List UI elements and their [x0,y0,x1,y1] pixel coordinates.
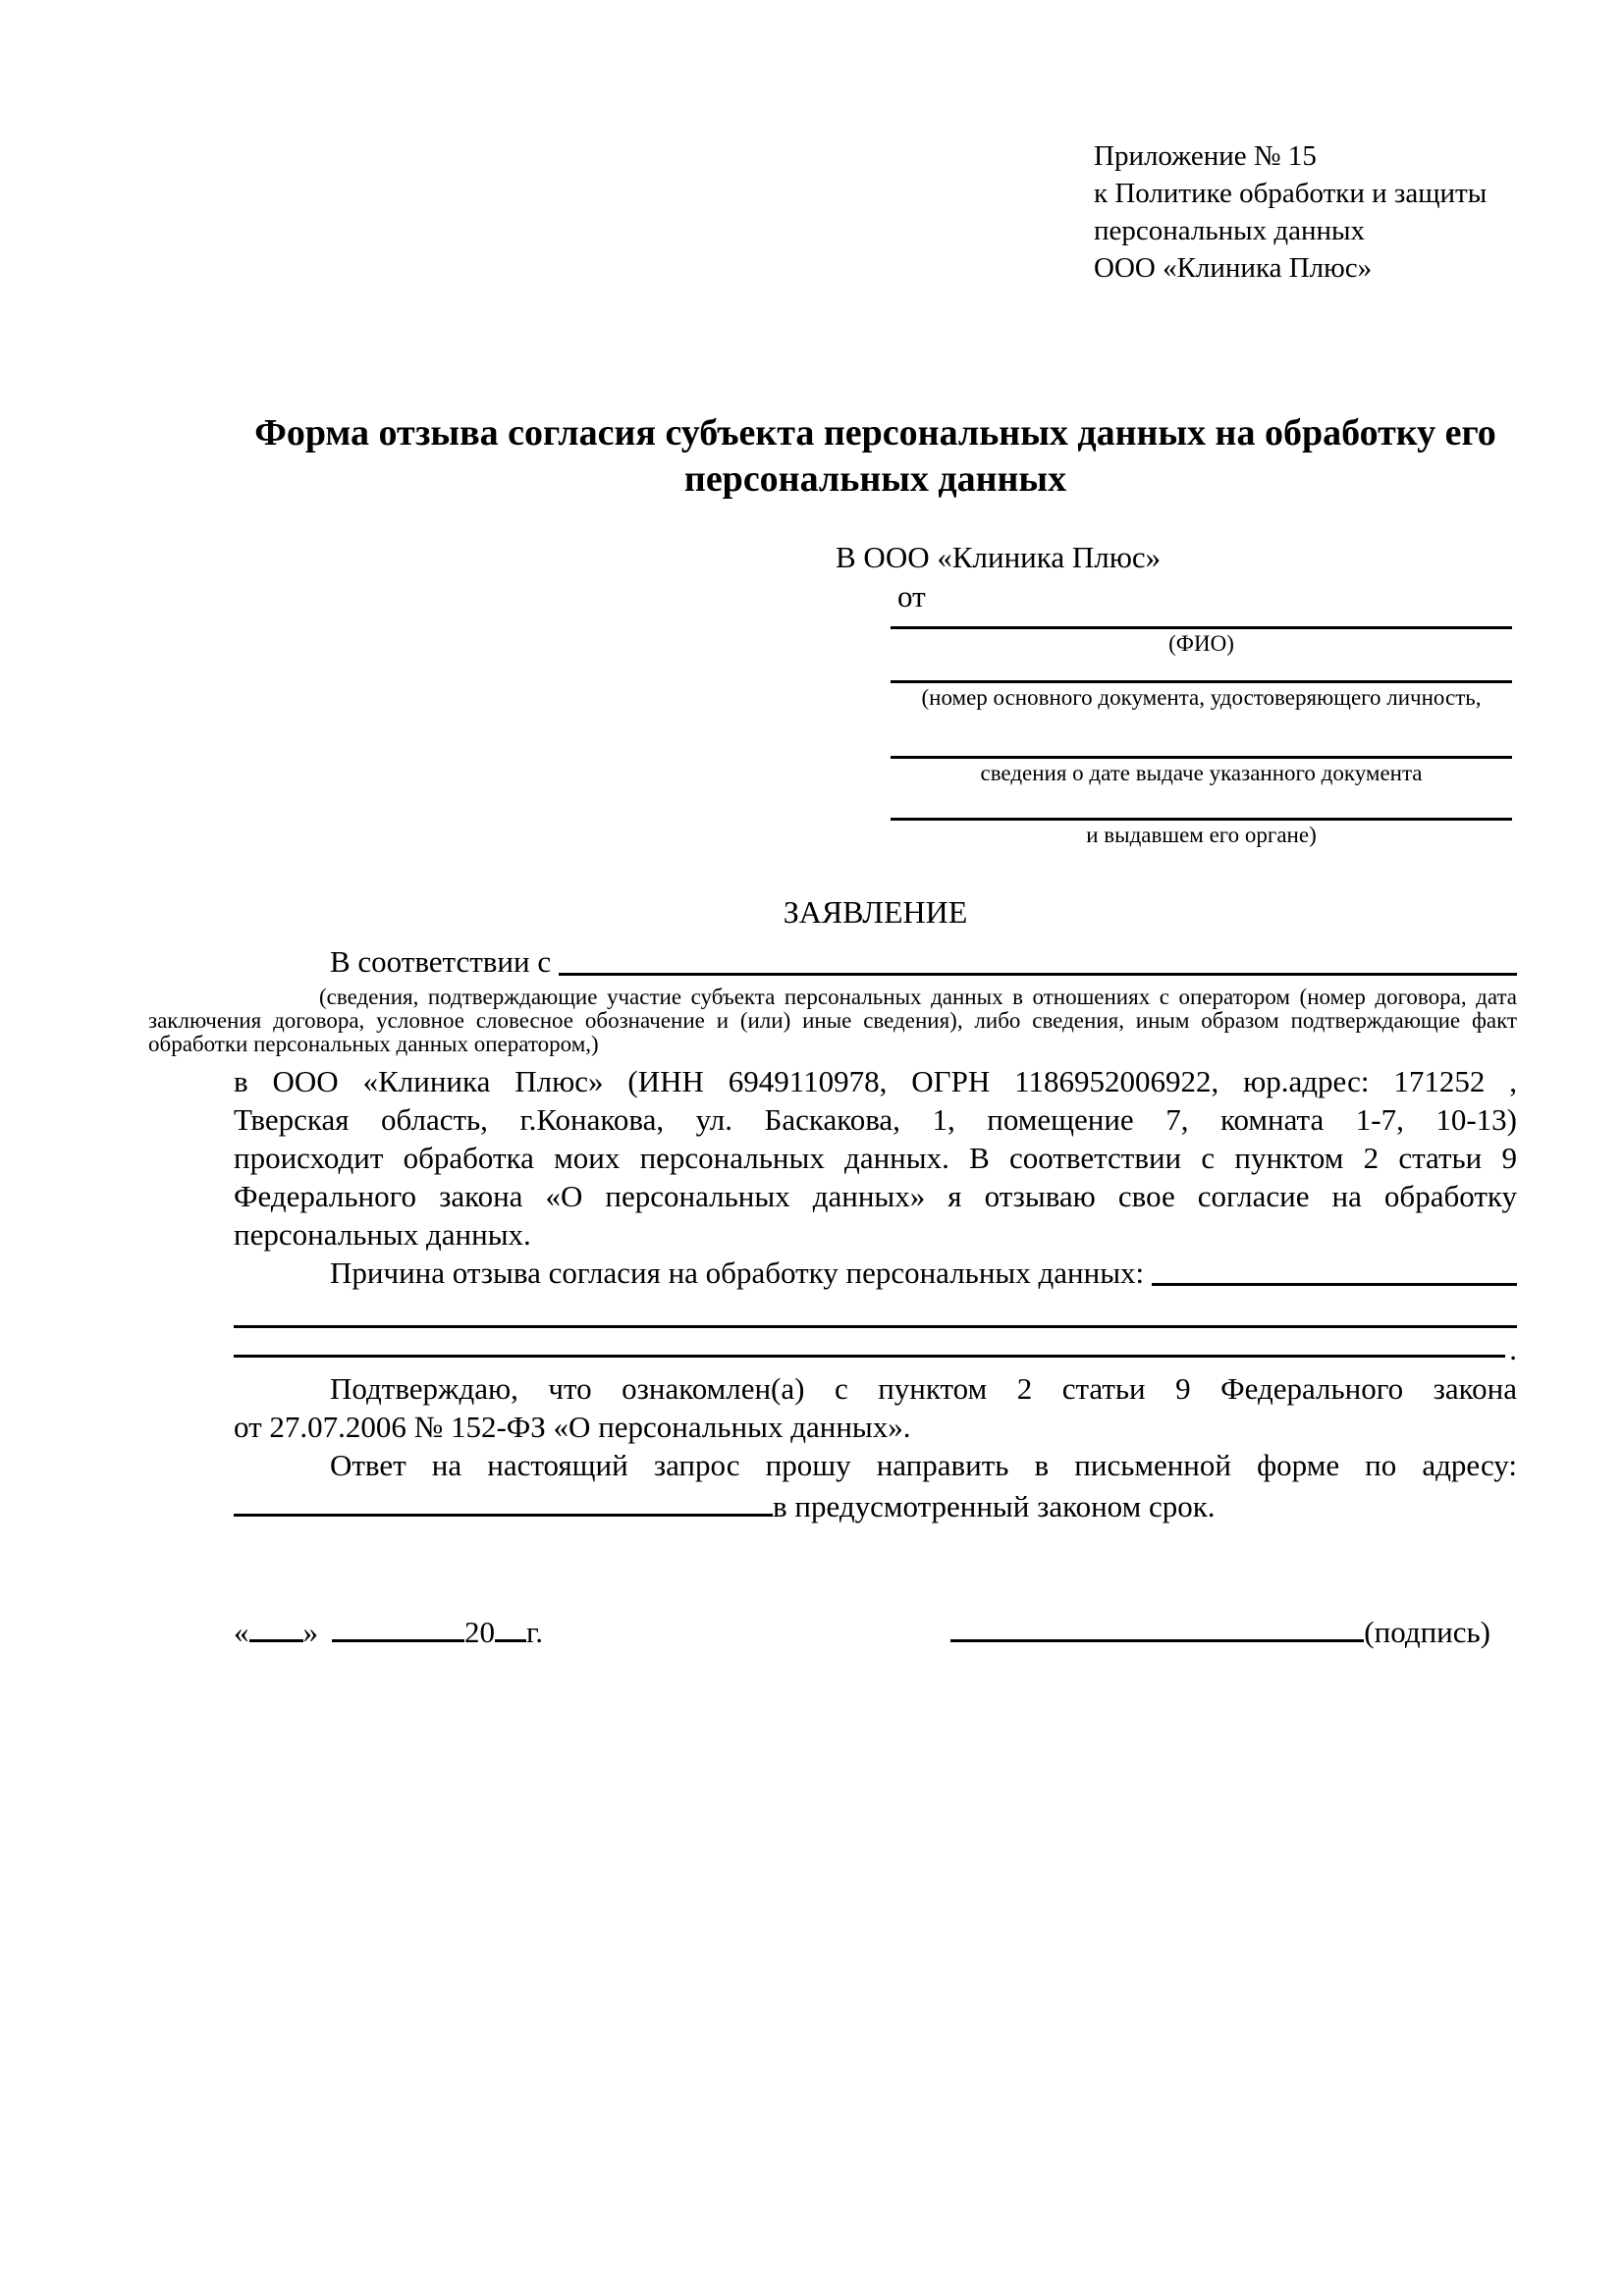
issuing-authority-caption: и выдавшем его органе) [1086,823,1317,847]
date-close-quote: » [302,1615,318,1649]
signature-caption: (подпись) [1364,1615,1490,1649]
appendix-line: Приложение № 15 [1094,140,1317,172]
confirmation-paragraph [234,1369,1517,1446]
confirmation-line: от 27.07.2006 № 152-ФЗ «О персональных данных». [234,1410,911,1444]
document-number-caption: (номер основного документа, удостоверяющего личность, [921,685,1482,710]
reason-label: Причина отзыва согласия на обработку персональных данных: [330,1255,1145,1290]
statement-body-line: происходит обработка моих персональных данных. В соответствии с пунктом 2 статьи 9 [234,1141,1517,1175]
signature-group [950,1610,1490,1652]
trailing-period: . [1509,1332,1517,1366]
addressee-to: В ООО «Клиника Плюс» [836,540,1162,574]
reply-suffix: в предусмотренный законом срок. [773,1489,1216,1523]
document-number-blank-line[interactable] [891,672,1512,683]
appendix-line: персональных данных [1094,215,1366,246]
basis-note-line: обработки персональных данных оператором,) [148,1032,599,1056]
basis-note [148,986,1517,1056]
addressee-from-label: от [897,579,926,614]
signature-blank-line[interactable] [950,1610,1364,1642]
confirmation-line: Подтверждаю, что ознакомлен(а) с пунктом 2 статьи 9 Федерального закона [330,1371,1517,1406]
basis-note-line: заключения договора, условное словесное обозначение и (или) иные сведения), либо сведения, иным образом подтверждающие факт [148,1008,1517,1033]
year-prefix: 20 [464,1615,495,1649]
reason-row [234,1254,1517,1292]
date-open-quote: « [234,1615,249,1649]
statement-body-line: Тверская область, г.Конакова, ул. Баскакова, 1, помещение 7, комната 1-7, 10-13) [234,1102,1517,1137]
basis-row [234,942,1517,982]
appendix-line: к Политике обработки и защиты [1094,178,1488,209]
reply-address-blank-line[interactable] [234,1484,773,1517]
statement-heading: ЗАЯВЛЕНИЕ [783,894,968,930]
date-day-blank[interactable] [249,1610,303,1642]
reply-address-row [234,1484,1517,1525]
basis-prefix: В соответствии с [330,944,552,979]
appendix-block [1094,137,1517,287]
reason-blank-line[interactable] [1152,1254,1517,1286]
basis-note-line: (сведения, подтверждающие участие субъекта персональных данных в отношениях с оператором (номер договора, дата [319,985,1517,1009]
year-suffix: г. [526,1615,543,1649]
statement-body-line: персональных данных. [234,1217,531,1252]
basis-blank-line[interactable] [559,942,1517,976]
fio-caption: (ФИО) [1168,631,1234,656]
date-month-blank[interactable] [332,1610,464,1642]
document-title: Форма отзыва согласия субъекта персональных данных на обработку его персональных данных [254,412,1496,500]
reply-line: Ответ на настоящий запрос прошу направить в письменной форме по адресу: [330,1448,1517,1482]
reason-extra-blank-row-2 [234,1328,1517,1365]
issuing-authority-blank-line[interactable] [891,810,1512,821]
issue-date-blank-line[interactable] [891,748,1512,759]
statement-body-line: Федерального закона «О персональных данных» я отзываю свое согласие на обработку [234,1179,1517,1213]
appendix-line: ООО «Клиника Плюс» [1094,252,1373,284]
reason-extra-blank-line-2[interactable] [234,1355,1505,1358]
date-group [234,1610,543,1652]
reply-paragraph [234,1446,1517,1525]
statement-body-line: в ООО «Клиника Плюс» (ИНН 6949110978, ОГРН 1186952006922, юр.адрес: 171252 , [234,1064,1517,1098]
addressee-fields [891,616,1512,850]
statement-body [234,1062,1517,1254]
date-year-blank[interactable] [495,1610,526,1642]
issue-date-caption: сведения о дате выдаче указанного документа [980,761,1423,785]
fio-blank-line[interactable] [891,616,1512,629]
footer-row [234,1610,1517,1652]
